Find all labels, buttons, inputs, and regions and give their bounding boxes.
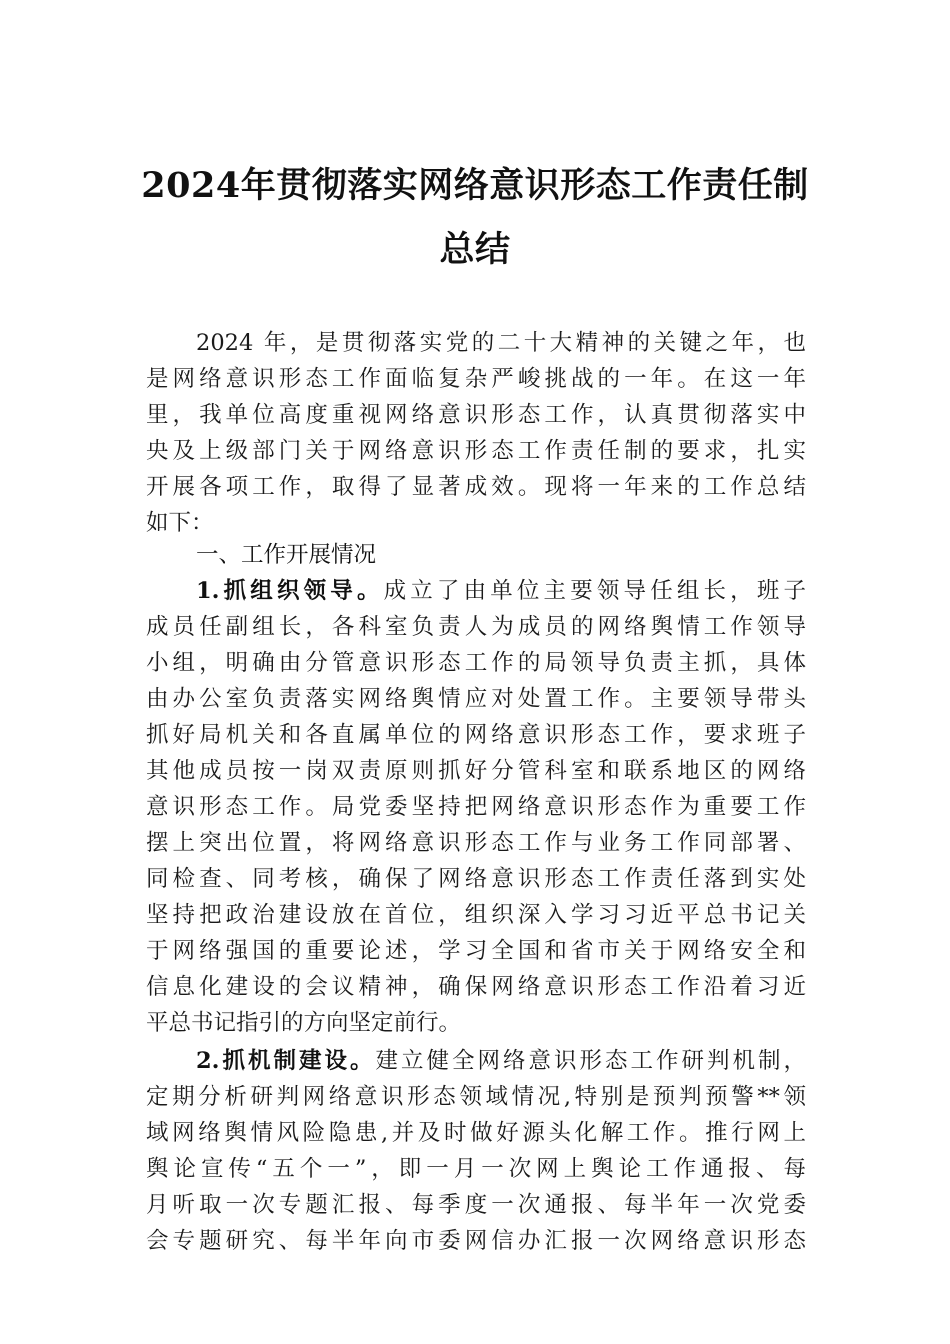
intro-line: 是网络意识形态工作面临复杂严峻挑战的一年。在这一年 [146,366,806,392]
intro-line: 如下： [146,510,214,536]
item2-line: 域网络舆情风险隐患,并及时做好源头化解工作。推行网上 [146,1120,806,1146]
document-title-line-2: 总结 [439,229,511,270]
item2-line: 会专题研究、每半年向市委网信办汇报一次网络意识形态 [146,1228,806,1254]
item1-line: 于网络强国的重要论述，学习全国和省市关于网络安全和 [146,938,806,964]
item1-line: 由办公室负责落实网络舆情应对处置工作。主要领导带头 [146,686,806,712]
document-title-line-1: 2024年贯彻落实网络意识形态工作责任制 [141,165,809,206]
item2-first-line [196,1043,806,1079]
intro-line: 央及上级部门关于网络意识形态工作责任制的要求，扎实 [146,438,806,464]
item1-line: 摆上突出位置，将网络意识形态工作与业务工作同部署、 [146,830,806,856]
item2-first-text: 建立健全网络意识形态工作研判机制， [375,1048,806,1074]
section-heading: 一、工作开展情况 [196,542,377,568]
item1-first-text: 成立了由单位主要领导任组长，班子 [383,578,806,604]
item1-line: 同检查、同考核，确保了网络意识形态工作责任落到实处 [146,866,806,892]
intro-line: 开展各项工作，取得了显著成效。现将一年来的工作总结 [146,474,806,500]
item1-lead: 1.抓组织领导。 [196,578,384,604]
item1-first-line [196,573,806,609]
item1-line: 抓好局机关和各直属单位的网络意识形态工作，要求班子 [146,722,806,748]
intro-line: 2024 年，是贯彻落实党的二十大精神的关键之年，也 [196,330,806,356]
item1-line: 平总书记指引的方向坚定前行。 [146,1010,462,1036]
item1-line: 其他成员按一岗双责原则抓好分管科室和联系地区的网络 [146,758,806,784]
item2-line: 定期分析研判网络意识形态领域情况,特别是预判预警**领 [146,1084,806,1110]
item1-line: 小组，明确由分管意识形态工作的局领导负责主抓，具体 [146,650,806,676]
item2-lead: 2.抓机制建设。 [196,1048,376,1074]
item1-line: 坚持把政治建设放在首位，组织深入学习习近平总书记关 [146,902,806,928]
intro-line: 里，我单位高度重视网络意识形态工作，认真贯彻落实中 [146,402,806,428]
item2-line: 月听取一次专题汇报、每季度一次通报、每半年一次党委 [146,1192,806,1218]
item2-line: 舆论宣传“五个一”，即一月一次网上舆论工作通报、每 [146,1156,806,1182]
item1-line: 成员任副组长，各科室负责人为成员的网络舆情工作领导 [146,614,806,640]
item1-line: 信息化建设的会议精神，确保网络意识形态工作沿着习近 [146,974,806,1000]
item1-line: 意识形态工作。局党委坚持把网络意识形态作为重要工作 [146,794,806,820]
